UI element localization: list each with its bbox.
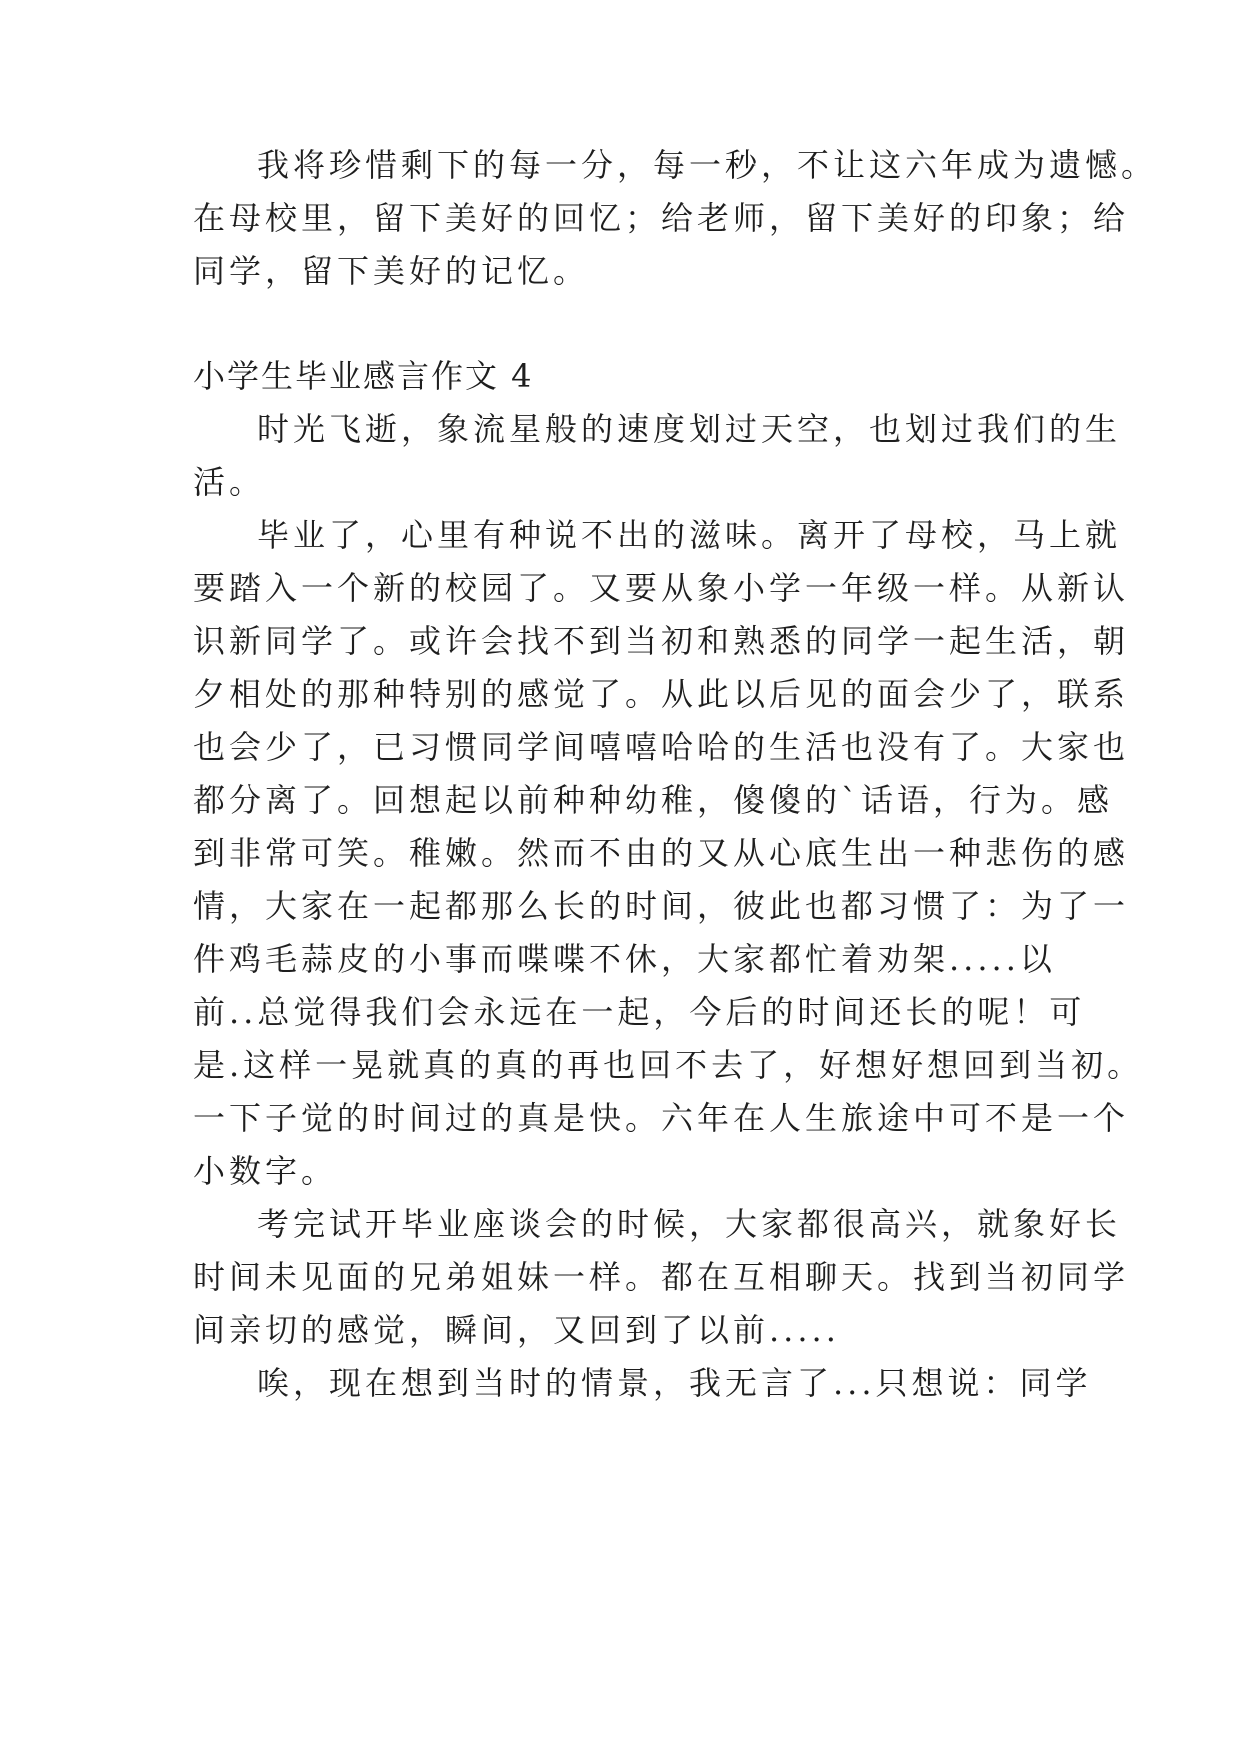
paragraph-line: 都分离了。回想起以前种种幼稚，傻傻的`话语，行为。感 bbox=[193, 781, 1114, 819]
paragraph-line: 同学，留下美好的记忆。 bbox=[193, 252, 590, 290]
paragraph-line: 时间未见面的兄弟姐妹一样。都在互相聊天。找到当初同学 bbox=[193, 1258, 1130, 1296]
paragraph-line: 前..总觉得我们会永远在一起，今后的时间还长的呢！可 bbox=[193, 993, 1086, 1031]
paragraph-line: 是.这样一晃就真的真的再也回不去了，好想好想回到当初。 bbox=[193, 1046, 1144, 1084]
paragraph-line: 件鸡毛蒜皮的小事而喋喋不休，大家都忙着劝架.....以 bbox=[193, 940, 1056, 978]
paragraph-line: 我将珍惜剩下的每一分，每一秒，不让这六年成为遗憾。 bbox=[257, 146, 1158, 184]
paragraph-line: 识新同学了。或许会找不到当初和熟悉的同学一起生活，朝 bbox=[193, 622, 1130, 660]
paragraph-line: 夕相处的那种特别的感觉了。从此以后见的面会少了，联系 bbox=[193, 675, 1130, 713]
paragraph-line: 一下子觉的时间过的真是快。六年在人生旅途中可不是一个 bbox=[193, 1099, 1130, 1137]
paragraph-line: 唉，现在想到当时的情景，我无言了...只想说：同学 bbox=[257, 1364, 1092, 1402]
paragraph-line: 情，大家在一起都那么长的时间，彼此也都习惯了：为了一 bbox=[193, 887, 1130, 925]
paragraph-line: 在母校里，留下美好的回忆；给老师，留下美好的印象；给 bbox=[193, 199, 1130, 237]
paragraph-line: 也会少了，已习惯同学间嘻嘻哈哈的生活也没有了。大家也 bbox=[193, 728, 1130, 766]
paragraph-line: 间亲切的感觉，瞬间，又回到了以前..... bbox=[193, 1311, 840, 1349]
paragraph-line: 毕业了，心里有种说不出的滋味。离开了母校，马上就 bbox=[257, 516, 1122, 554]
paragraph-line: 到非常可笑。稚嫩。然而不由的又从心底生出一种悲伤的感 bbox=[193, 834, 1130, 872]
paragraph-line: 时光飞逝，象流星般的速度划过天空，也划过我们的生 bbox=[257, 410, 1122, 448]
paragraph-line: 考完试开毕业座谈会的时候，大家都很高兴，就象好长 bbox=[257, 1205, 1122, 1243]
paragraph-line: 要踏入一个新的校园了。又要从象小学一年级一样。从新认 bbox=[193, 569, 1130, 607]
section-heading: 小学生毕业感言作文 4 bbox=[193, 357, 534, 395]
paragraph-line: 活。 bbox=[193, 463, 266, 501]
paragraph-line: 小数字。 bbox=[193, 1152, 338, 1190]
